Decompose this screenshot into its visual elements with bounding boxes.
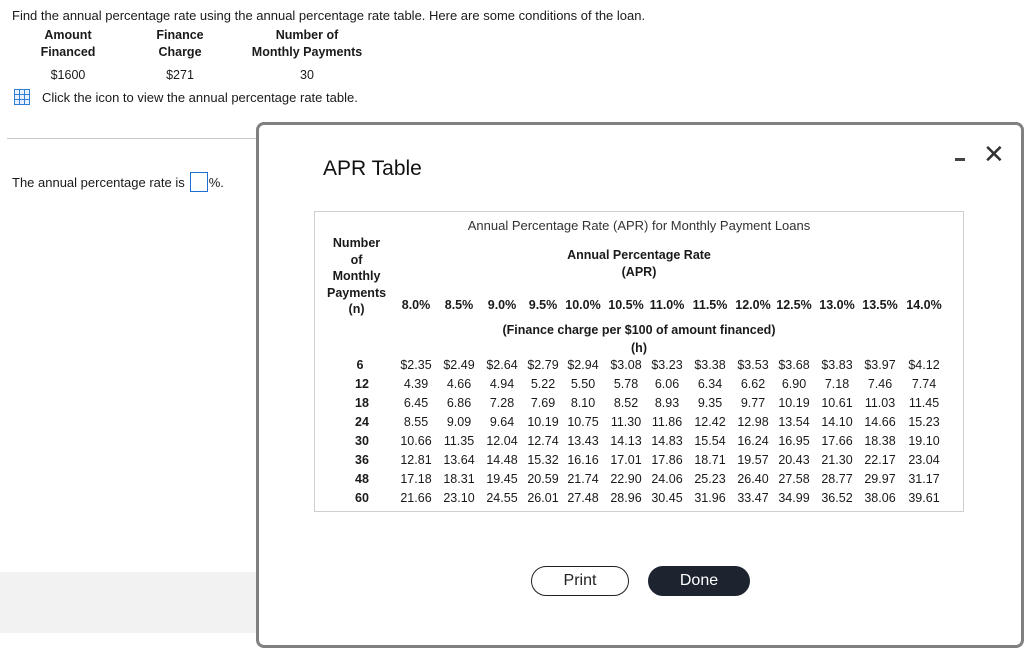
table-cell: 14.48 — [486, 453, 518, 467]
table-cell: 31.96 — [694, 491, 726, 505]
table-cell: 14.13 — [610, 434, 642, 448]
print-button[interactable]: Print — [531, 566, 629, 596]
table-cell: 11.86 — [651, 415, 683, 429]
close-icon: ✕ — [983, 139, 1005, 169]
table-cell: 12.74 — [527, 434, 559, 448]
answer-suffix: %. — [208, 174, 224, 190]
amount-financed-header: Amount Financed — [40, 28, 96, 59]
table-cell: 6.62 — [740, 377, 766, 391]
question-text: Find the annual percentage rate using the annual percentage rate table. Here are some conditions of the loan. — [12, 8, 646, 23]
section-divider — [7, 138, 259, 139]
table-cell: 17.01 — [610, 453, 642, 467]
apr-table — [314, 211, 964, 512]
table-cell: $3.23 — [651, 358, 683, 372]
table-cell: 16.24 — [737, 434, 769, 448]
table-cell: 39.61 — [908, 491, 940, 505]
rate-header-10: 13.0% — [819, 298, 855, 312]
close-button[interactable] — [983, 141, 1005, 167]
table-cell: 21.30 — [821, 453, 853, 467]
table-cell: 18.38 — [864, 434, 896, 448]
rate-header-0: 8.0% — [401, 298, 431, 312]
table-cell: 14.66 — [864, 415, 896, 429]
apr-table-caption: Annual Percentage Rate (APR) for Monthly Payment Loans — [467, 218, 811, 233]
table-cell: 17.18 — [400, 472, 432, 486]
rate-header-4: 10.0% — [565, 298, 601, 312]
table-cell: 7.18 — [824, 377, 850, 391]
table-cell: 24.55 — [486, 491, 518, 505]
table-cell: 13.54 — [778, 415, 810, 429]
table-cell: 13.43 — [567, 434, 599, 448]
table-cell: 11.30 — [610, 415, 642, 429]
table-cell: 9.77 — [740, 396, 766, 410]
table-cell: 4.94 — [489, 377, 515, 391]
dialog-title: APR Table — [323, 157, 422, 180]
table-cell: 14.83 — [651, 434, 683, 448]
bottom-bar — [0, 572, 258, 633]
table-cell: 24.06 — [651, 472, 683, 486]
payments-count-24: 24 — [355, 415, 369, 429]
table-cell: 5.22 — [530, 377, 556, 391]
table-cell: 36.52 — [821, 491, 853, 505]
table-cell: 9.09 — [446, 415, 472, 429]
table-cell: 7.74 — [911, 377, 937, 391]
payments-count-48: 48 — [355, 472, 369, 486]
table-cell: 27.48 — [567, 491, 599, 505]
table-cell: 38.06 — [864, 491, 896, 505]
minimize-icon — [955, 158, 965, 161]
table-cell: 8.10 — [570, 396, 596, 410]
table-cell: 15.32 — [527, 453, 559, 467]
rate-header-11: 13.5% — [862, 298, 898, 312]
table-cell: 34.99 — [778, 491, 810, 505]
table-cell: 15.54 — [694, 434, 726, 448]
payments-count-30: 30 — [355, 434, 369, 448]
rate-header-5: 10.5% — [608, 298, 644, 312]
table-cell: 22.17 — [864, 453, 896, 467]
table-cell: 16.16 — [567, 453, 599, 467]
table-cell: $2.94 — [567, 358, 599, 372]
table-cell: 33.47 — [737, 491, 769, 505]
table-cell: 12.42 — [694, 415, 726, 429]
table-cell: 27.58 — [778, 472, 810, 486]
rate-header-2: 9.0% — [487, 298, 517, 312]
table-cell: 6.86 — [446, 396, 472, 410]
done-button[interactable]: Done — [648, 566, 750, 596]
table-cell: 13.64 — [443, 453, 475, 467]
table-cell: $3.53 — [737, 358, 769, 372]
table-cell: 12.81 — [400, 453, 432, 467]
table-cell: 28.77 — [821, 472, 853, 486]
table-cell: $3.83 — [821, 358, 853, 372]
table-icon[interactable] — [14, 89, 30, 105]
answer-line — [12, 172, 224, 192]
table-cell: $2.49 — [443, 358, 475, 372]
table-cell: 4.66 — [446, 377, 472, 391]
table-cell: 5.50 — [570, 377, 596, 391]
table-cell: $3.08 — [610, 358, 642, 372]
table-cell: 8.52 — [613, 396, 639, 410]
monthly-payments-value: 30 — [300, 68, 314, 82]
table-cell: 4.39 — [403, 377, 429, 391]
view-apr-table-text: Click the icon to view the annual percentage rate table. — [42, 89, 358, 105]
monthly-payments-header: Number of Monthly Payments — [251, 28, 363, 59]
table-cell: 6.90 — [781, 377, 807, 391]
table-cell: 10.19 — [527, 415, 559, 429]
table-cell: 17.86 — [651, 453, 683, 467]
table-cell: 12.04 — [486, 434, 518, 448]
payments-heading: Number of Monthly Payments (n) — [327, 236, 387, 316]
finance-charge-header: Finance Charge — [156, 28, 204, 59]
table-cell: $3.68 — [778, 358, 810, 372]
table-cell: 7.69 — [530, 396, 556, 410]
table-cell: 8.93 — [654, 396, 680, 410]
apr-answer-input[interactable] — [190, 172, 208, 192]
table-cell: 18.31 — [443, 472, 475, 486]
table-cell: 5.78 — [613, 377, 639, 391]
answer-prefix: The annual percentage rate is — [12, 174, 185, 190]
table-cell: 26.01 — [527, 491, 559, 505]
table-cell: 14.10 — [821, 415, 853, 429]
table-cell: 7.46 — [867, 377, 893, 391]
table-cell: 17.66 — [821, 434, 853, 448]
table-cell: 18.71 — [694, 453, 726, 467]
table-cell: 10.19 — [778, 396, 810, 410]
table-cell: $3.38 — [694, 358, 726, 372]
table-cell: 6.34 — [697, 377, 723, 391]
table-cell: 28.96 — [610, 491, 642, 505]
rate-heading: Annual Percentage Rate (APR) — [567, 248, 711, 279]
table-cell: 23.04 — [908, 453, 940, 467]
table-cell: 10.66 — [400, 434, 432, 448]
table-cell: 12.98 — [737, 415, 769, 429]
table-cell: 20.43 — [778, 453, 810, 467]
table-cell: $2.79 — [527, 358, 559, 372]
minimize-button[interactable] — [950, 154, 970, 164]
rate-header-3: 9.5% — [528, 298, 558, 312]
table-cell: $3.97 — [864, 358, 896, 372]
rate-header-7: 11.5% — [692, 298, 728, 312]
table-cell: 30.45 — [651, 491, 683, 505]
rate-header-1: 8.5% — [444, 298, 474, 312]
loan-conditions-table — [12, 27, 378, 84]
finance-charge-value: $271 — [166, 68, 194, 82]
table-cell: 10.75 — [567, 415, 599, 429]
rate-header-8: 12.0% — [735, 298, 771, 312]
payments-count-36: 36 — [355, 453, 369, 467]
table-cell: 15.23 — [908, 415, 940, 429]
table-cell: 23.10 — [443, 491, 475, 505]
amount-financed-value: $1600 — [50, 68, 86, 82]
payments-count-6: 6 — [356, 358, 364, 372]
finance-charge-subheading: (Finance charge per $100 of amount financed) (h) — [502, 323, 776, 355]
table-cell: 31.17 — [908, 472, 940, 486]
table-cell: $2.64 — [486, 358, 518, 372]
table-cell: 26.40 — [737, 472, 769, 486]
table-cell: 11.03 — [864, 396, 896, 410]
table-cell: 9.64 — [489, 415, 515, 429]
table-cell: $4.12 — [908, 358, 940, 372]
table-cell: 11.35 — [443, 434, 475, 448]
rate-header-12: 14.0% — [906, 298, 942, 312]
table-cell: 9.35 — [697, 396, 723, 410]
table-cell: 25.23 — [694, 472, 726, 486]
payments-count-60: 60 — [355, 491, 369, 505]
table-cell: 19.57 — [737, 453, 769, 467]
view-apr-table-link[interactable] — [14, 89, 358, 105]
table-cell: 22.90 — [610, 472, 642, 486]
table-cell: 6.45 — [403, 396, 429, 410]
rate-header-6: 11.0% — [649, 298, 685, 312]
table-cell: 19.10 — [908, 434, 940, 448]
table-cell: 8.55 — [403, 415, 429, 429]
table-cell: 29.97 — [864, 472, 896, 486]
table-cell: 10.61 — [821, 396, 853, 410]
table-cell: 20.59 — [527, 472, 559, 486]
table-cell: 6.06 — [654, 377, 680, 391]
table-cell: 21.74 — [567, 472, 599, 486]
payments-count-12: 12 — [355, 377, 369, 391]
table-cell: 16.95 — [778, 434, 810, 448]
table-cell: $2.35 — [400, 358, 432, 372]
apr-table-dialog — [256, 122, 1024, 648]
table-cell: 11.45 — [908, 396, 940, 410]
table-cell: 7.28 — [489, 396, 515, 410]
table-cell: 19.45 — [486, 472, 518, 486]
rate-header-9: 12.5% — [776, 298, 812, 312]
payments-count-18: 18 — [355, 396, 369, 410]
table-cell: 21.66 — [400, 491, 432, 505]
